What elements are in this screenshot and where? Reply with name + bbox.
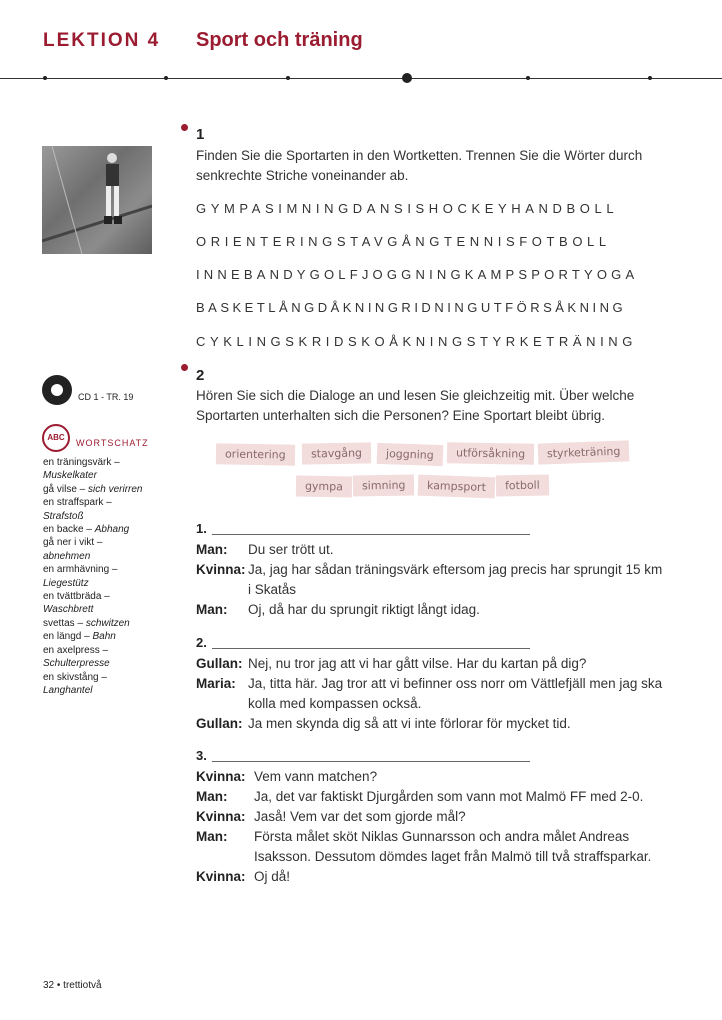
- vocab-list: [43, 456, 178, 697]
- speaker: Kvinna:: [196, 769, 246, 784]
- speaker: Man:: [196, 829, 228, 844]
- exercise-2-number: 2: [196, 367, 205, 384]
- rule-dot: [648, 76, 652, 80]
- dialogue-line: [196, 654, 666, 674]
- rule-dot: [286, 76, 290, 80]
- dialogue-number: 3.: [196, 748, 207, 763]
- word-chip: styrketräning: [538, 440, 630, 464]
- word-chip: gympa: [296, 476, 352, 498]
- speaker: Man:: [196, 602, 228, 617]
- vocab-item: en axelpress – Schulterpresse: [43, 644, 110, 670]
- dialogue-line: [196, 787, 666, 807]
- vocab-item: en armhävning – Liegestütz: [43, 564, 118, 589]
- utterance: Ja, jag har sådan träningsvärk eftersom jag precis har sprungit 15 km i Skatås: [248, 562, 663, 597]
- dialogue-line: [196, 560, 666, 600]
- dialogue-number: 2.: [196, 635, 207, 650]
- lesson-label: LEKTION 4: [43, 30, 161, 51]
- word-chip: stavgång: [302, 442, 371, 464]
- word-chip: joggning: [377, 443, 443, 466]
- header-rule: [0, 78, 722, 79]
- dialogue-2: [196, 654, 666, 734]
- word-chain: GYMPASIMNINGDANSISHOCKEYHANDBOLL: [196, 201, 619, 216]
- speaker: Kvinna:: [196, 809, 246, 824]
- vocab-item: svettas – schwitzen: [43, 617, 130, 629]
- word-chain: CYKLINGSKRIDSKOÅKNINGSTYRKETRÄNING: [196, 334, 638, 349]
- dialogue-line: [196, 714, 666, 734]
- exercise-marker: [181, 124, 188, 131]
- speaker: Kvinna:: [196, 562, 246, 577]
- cd-track-label: CD 1 - TR. 19: [78, 392, 134, 402]
- rule-dot: [526, 76, 530, 80]
- word-chip: kampsport: [418, 475, 496, 499]
- vocab-item: en längd – Bahn: [43, 631, 116, 643]
- rule-dot-large: [402, 73, 412, 83]
- word-chain: BASKETLÅNGDÅKNINGRIDNINGUTFÖRSÅKNING: [196, 300, 627, 315]
- vocab-item: en backe – Abhang: [43, 524, 130, 536]
- vocab-item: en tvättbräda – Waschbrett: [43, 591, 110, 616]
- dialogue-line: [196, 827, 666, 867]
- utterance: Ja, det var faktiskt Djurgården som vann mot Malmö FF med 2-0.: [254, 789, 644, 804]
- speaker: Man:: [196, 789, 228, 804]
- word-chip: simning: [353, 474, 415, 496]
- dialogue-3: [196, 767, 666, 887]
- utterance: Första målet sköt Niklas Gunnarsson och andra målet Andreas Isaksson. Dessutom dömdes laget från Malmö till två straffsparkar.: [254, 829, 652, 864]
- utterance: Du ser trött ut.: [248, 542, 334, 557]
- vocab-item: en träningsvärk – Muskelkater: [43, 457, 120, 482]
- utterance: Ja, titta här. Jag tror att vi befinner oss norr om Vättlefjäll men jag ska kolla med kompassen också.: [248, 676, 663, 711]
- word-chip: fotboll: [496, 475, 549, 497]
- vocab-item: en skivstång – Langhantel: [43, 671, 107, 696]
- dialogue-line: [196, 767, 666, 787]
- utterance: Oj, då har du sprungit riktigt långt idag.: [248, 602, 480, 617]
- exercise-marker: [181, 364, 188, 371]
- utterance: Jaså! Vem var det som gjorde mål?: [254, 809, 466, 824]
- word-chain: INNEBANDYGOLFJOGGNINGKAMPSPORTYOGA: [196, 267, 639, 282]
- answer-line[interactable]: [212, 534, 530, 535]
- page-number: 32 • trettiotvå: [43, 980, 102, 991]
- speaker: Maria:: [196, 676, 236, 691]
- rule-dot: [164, 76, 168, 80]
- page-title: Sport och träning: [196, 29, 363, 51]
- rule-dot: [43, 76, 47, 80]
- utterance: Vem vann matchen?: [254, 769, 378, 784]
- dialogue-line: [196, 540, 666, 560]
- dialogue-1: [196, 540, 666, 620]
- dialogue-line: [196, 674, 666, 714]
- dialogue-line: [196, 867, 666, 887]
- utterance: Nej, nu tror jag att vi har gått vilse. Har du kartan på dig?: [248, 656, 587, 671]
- dialogue-number: 1.: [196, 521, 207, 536]
- speaker: Gullan:: [196, 656, 243, 671]
- answer-line[interactable]: [212, 761, 530, 762]
- answer-line[interactable]: [212, 648, 530, 649]
- cd-icon: [42, 375, 72, 405]
- exercise-1-instruction: Finden Sie die Sportarten in den Wortketten. Trennen Sie die Wörter durch senkrechte Striche voneinander ab.: [196, 148, 643, 183]
- vocab-item: gå vilse – sich verirren: [43, 483, 143, 495]
- dialogue-line: [196, 600, 666, 620]
- exercise-1-number: 1: [196, 126, 205, 143]
- speaker: Man:: [196, 542, 228, 557]
- speaker: Gullan:: [196, 716, 243, 731]
- sport-photo: [42, 146, 152, 254]
- utterance: Oj då!: [254, 869, 291, 884]
- wortschatz-title: WORTSCHATZ: [76, 438, 149, 448]
- exercise-2-instruction: Hören Sie sich die Dialoge an und lesen Sie gleichzeitig mit. Über welche Sportarten unterhalten sich die Personen? Eine Sportart bleibt übrig.: [196, 388, 635, 423]
- utterance: Ja men skynda dig så att vi inte förlorar för mycket tid.: [248, 716, 571, 731]
- speaker: Kvinna:: [196, 869, 246, 884]
- vocab-item: en straffspark – Strafstoß: [43, 497, 112, 522]
- vocab-item: gå ner i vikt – abnehmen: [43, 537, 103, 562]
- word-chain: ORIENTERINGSTAVGÅNGTENNISFOTBOLL: [196, 234, 611, 249]
- word-chip: orientering: [216, 443, 295, 465]
- word-chip: utförsåkning: [447, 442, 535, 465]
- abc-icon: ABC: [42, 424, 70, 452]
- dialogue-line: [196, 807, 666, 827]
